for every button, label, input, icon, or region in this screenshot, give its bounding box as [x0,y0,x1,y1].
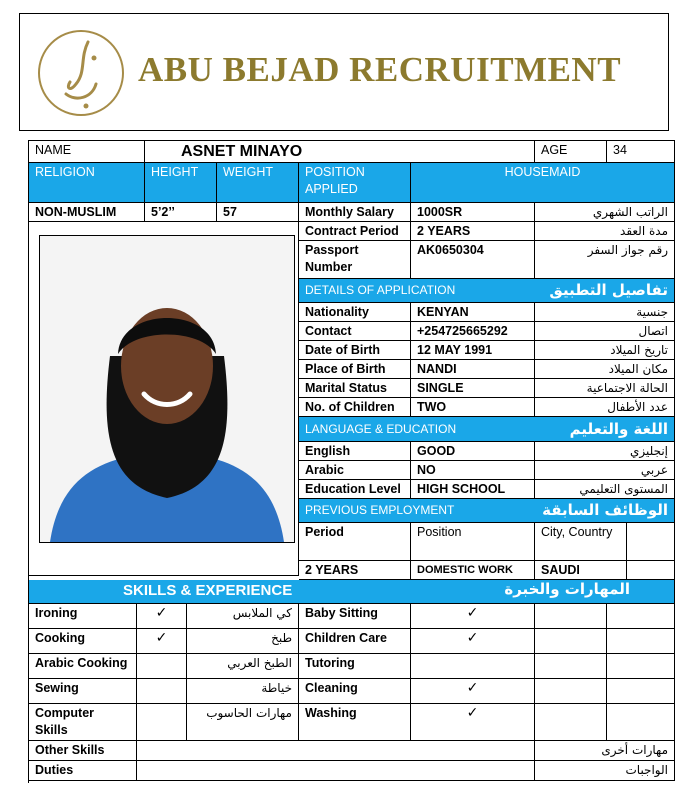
education-ar: المستوى التعليمي [535,480,675,499]
language-title: LANGUAGE & EDUCATION [305,422,457,436]
nationality-value: KENYAN [411,303,535,322]
language-section-header [299,417,675,442]
salary-ar: الراتب الشهري [535,203,675,222]
details-section-header [299,279,675,303]
skill-cooking-ar: طبخ [187,629,299,654]
other-skills-ar: مهارات أخرى [535,741,675,761]
marital-ar: الحالة الاجتماعية [535,379,675,398]
dob-ar: تاريخ الميلاد [535,341,675,360]
english-value: GOOD [411,442,535,461]
employment-empty-cell [627,523,675,561]
skills-empty-cell [535,654,607,679]
contact-value: +254725665292 [411,322,535,341]
passport-label: Passport Number [299,241,411,279]
employment-section-header [299,499,675,523]
contact-ar: اتصال [535,322,675,341]
dob-label: Date of Birth [299,341,411,360]
contact-label: Contact [299,322,411,341]
skills-empty-cell [535,704,607,741]
skill-cooking-label: Cooking [29,629,137,654]
skill-babysitting-check: ✓ [411,604,535,629]
marital-value: SINGLE [411,379,535,398]
duties-label: Duties [29,761,137,781]
skill-tutoring-label: Tutoring [299,654,411,679]
skills-empty-cell [607,679,675,704]
skill-babysitting-label: Baby Sitting [299,604,411,629]
weight-value: 57 [217,203,299,222]
skills-section-header [29,580,675,604]
skills-empty-cell [535,629,607,654]
nationality-label: Nationality [299,303,411,322]
position-header: Position [411,523,535,561]
passport-value: AK0650304 [411,241,535,279]
english-ar: إنجليزي [535,442,675,461]
skills-title-ar: المهارات والخبرة [504,580,630,598]
other-skills-value [137,741,535,761]
skill-computer-ar: مهارات الحاسوب [187,704,299,741]
skills-empty-cell [607,704,675,741]
skills-empty-cell [607,604,675,629]
period-header: Period [299,523,411,561]
arabic-ar: عربي [535,461,675,480]
salary-label: Monthly Salary [299,203,411,222]
details-title-ar: تفاصيل التطبيق [549,281,668,299]
skill-cleaning-check: ✓ [411,679,535,704]
applicant-photo [39,235,295,543]
pob-label: Place of Birth [299,360,411,379]
other-skills-label: Other Skills [29,741,137,761]
skill-arabic-cooking-ar: الطبخ العربي [187,654,299,679]
skill-washing-label: Washing [299,704,411,741]
skill-computer-label: Computer Skills [29,704,137,741]
pob-ar: مكان الميلاد [535,360,675,379]
religion-value: NON-MUSLIM [29,203,145,222]
skill-arabic-cooking-label: Arabic Cooking [29,654,137,679]
height-label: HEIGHT [145,163,217,203]
employment-title: PREVIOUS EMPLOYMENT [305,503,455,517]
employment-empty-cell [627,561,675,580]
education-label: Education Level [299,480,411,499]
nationality-ar: جنسية [535,303,675,322]
letterhead [19,13,669,131]
skill-childcare-label: Children Care [299,629,411,654]
marital-label: Marital Status [299,379,411,398]
position-label: POSITION APPLIED [299,163,411,203]
children-ar: عدد الأطفال [535,398,675,417]
salary-value: 1000SR [411,203,535,222]
skill-childcare-check: ✓ [411,629,535,654]
location-value: SAUDI [535,561,627,580]
skill-washing-check: ✓ [411,704,535,741]
skill-sewing-ar: خياطة [187,679,299,704]
skills-title: SKILLS & EXPERIENCE [123,582,293,599]
skill-arabic-cooking-check [137,654,187,679]
pob-value: NANDI [411,360,535,379]
language-title-ar: اللغة والتعليم [569,420,668,438]
skill-sewing-check [137,679,187,704]
duties-ar: الواجبات [535,761,675,781]
position-value: HOUSEMAID [411,163,675,203]
company-name: ABU BEJAD RECRUITMENT [138,50,622,89]
skill-computer-check [137,704,187,741]
contract-ar: مدة العقد [535,222,675,241]
education-value: HIGH SCHOOL [411,480,535,499]
english-label: English [299,442,411,461]
skill-ironing-label: Ironing [29,604,137,629]
skill-sewing-label: Sewing [29,679,137,704]
skill-cleaning-label: Cleaning [299,679,411,704]
skills-empty-cell [535,604,607,629]
location-header: City, Country [535,523,627,561]
arabic-label: Arabic [299,461,411,480]
children-value: TWO [411,398,535,417]
height-value: 5’2’’ [145,203,217,222]
company-logo-icon [36,28,126,118]
weight-label: WEIGHT [217,163,299,203]
children-label: No. of Children [299,398,411,417]
details-title: DETAILS OF APPLICATION [305,283,456,297]
skills-empty-cell [535,679,607,704]
arabic-value: NO [411,461,535,480]
skill-tutoring-check [411,654,535,679]
passport-ar: رقم جواز السفر [535,241,675,279]
skills-empty-cell [607,654,675,679]
skill-ironing-ar: كي الملابس [187,604,299,629]
duties-value [137,761,535,781]
period-value: 2 YEARS [299,561,411,580]
contract-value: 2 YEARS [411,222,535,241]
contract-label: Contract Period [299,222,411,241]
applicant-name: ASNET MINAYO [145,141,535,163]
dob-value: 12 MAY 1991 [411,341,535,360]
name-label: NAME [29,141,145,163]
skill-cooking-check: ✓ [137,629,187,654]
employment-title-ar: الوظائف السابقة [542,501,668,519]
skills-empty-cell [607,629,675,654]
skill-ironing-check: ✓ [137,604,187,629]
cv-sheet [28,140,675,783]
age-label: AGE [535,141,607,163]
religion-label: RELIGION [29,163,145,203]
position-value: DOMESTIC WORK [411,561,535,580]
age-value: 34 [607,141,675,163]
